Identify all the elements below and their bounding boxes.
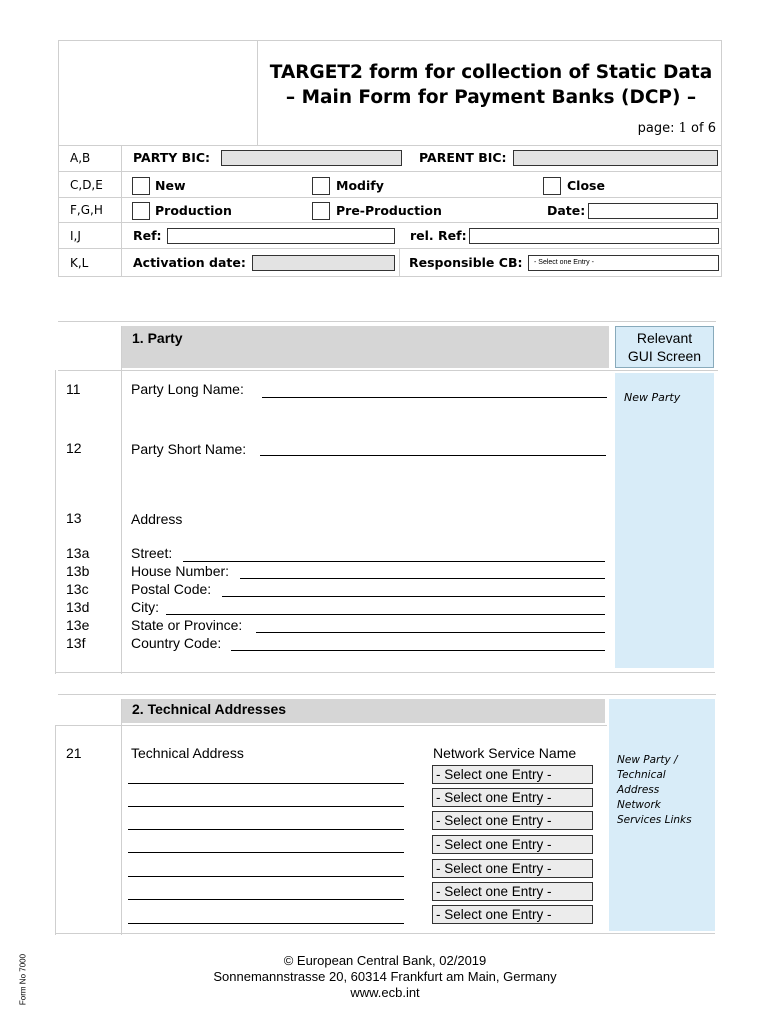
postal-code-label: Postal Code: — [131, 581, 212, 597]
field-code: 13 — [66, 510, 82, 526]
technical-address-input[interactable] — [128, 899, 404, 900]
divider — [55, 725, 607, 726]
activation-date-label: Activation date: — [133, 255, 246, 270]
postal-code-input[interactable] — [222, 596, 605, 597]
divider — [58, 694, 716, 695]
page-title — [262, 60, 720, 110]
divider — [55, 672, 715, 673]
network-service-select[interactable]: - Select one Entry - — [432, 859, 593, 878]
country-code-label: Country Code: — [131, 635, 222, 651]
form-number: Form No 7000 — [18, 953, 28, 1006]
modify-label: Modify — [336, 178, 384, 193]
divider — [121, 326, 122, 674]
responsible-cb-label: Responsible CB: — [409, 255, 523, 270]
technical-address-input[interactable] — [128, 876, 404, 877]
footer — [100, 953, 670, 1001]
street-input[interactable] — [183, 561, 605, 562]
row-code: I,J — [70, 229, 81, 243]
footer-website: www.ecb.int — [350, 985, 420, 1000]
gui-screen-note: New Party — [624, 391, 681, 404]
field-code: 11 — [66, 381, 81, 397]
divider — [257, 41, 258, 145]
responsible-cb-select[interactable]: - Select one Entry - — [528, 255, 719, 271]
ref-label: Ref: — [133, 228, 162, 243]
page-total: of 6 — [686, 121, 716, 136]
gui-screen-note: New Party / Technical Address Network Services Links — [617, 754, 692, 826]
date-label: Date: — [547, 203, 586, 218]
divider — [55, 933, 715, 934]
network-service-select[interactable]: - Select one Entry - — [432, 882, 593, 901]
preproduction-checkbox[interactable] — [312, 202, 330, 220]
activation-date-field[interactable] — [252, 255, 395, 271]
network-service-select[interactable]: - Select one Entry - — [432, 788, 593, 807]
divider — [59, 222, 722, 223]
house-number-label: House Number: — [131, 563, 230, 579]
row-code: K,L — [70, 256, 89, 270]
party-short-name-label: Party Short Name: — [131, 441, 247, 457]
divider — [58, 321, 716, 322]
divider — [59, 248, 722, 249]
footer-copyright: © European Central Bank, 02/2019 — [283, 953, 487, 968]
field-code: 13f — [66, 635, 86, 651]
parent-bic-label: PARENT BIC: — [419, 150, 507, 165]
page-number: 1 — [678, 121, 687, 136]
party-short-name-input[interactable] — [260, 455, 606, 456]
title-line-1: TARGET2 form for collection of Static Data — [269, 62, 713, 83]
field-code: 12 — [66, 440, 82, 456]
technical-address-input[interactable] — [128, 783, 404, 784]
city-label: City: — [131, 599, 159, 615]
section-header — [121, 326, 609, 368]
network-service-select[interactable]: - Select one Entry - — [432, 811, 593, 830]
section-title: 1. Party — [132, 330, 183, 346]
page-label: page: — [637, 121, 679, 136]
technical-address-label: Technical Address — [131, 745, 244, 761]
close-label: Close — [567, 178, 605, 193]
divider — [55, 725, 56, 935]
title-line-2: – Main Form for Payment Banks (DCP) – — [285, 87, 697, 108]
row-code: F,G,H — [70, 203, 103, 217]
divider — [55, 370, 56, 674]
date-field[interactable] — [588, 203, 718, 219]
ref-field[interactable] — [167, 228, 395, 244]
divider — [59, 171, 722, 172]
production-label: Production — [155, 203, 232, 218]
party-bic-label: PARTY BIC: — [133, 150, 211, 165]
divider — [121, 699, 122, 935]
footer-address: Sonnemannstrasse 20, 60314 Frankfurt am Main, Germany — [213, 969, 557, 984]
network-service-select[interactable]: - Select one Entry - — [432, 765, 593, 784]
new-label: New — [155, 178, 186, 193]
field-code: 13c — [66, 581, 89, 597]
state-input[interactable] — [256, 632, 605, 633]
city-input[interactable] — [166, 614, 605, 615]
field-code: 13e — [66, 617, 90, 633]
address-label: Address — [131, 511, 183, 527]
new-checkbox[interactable] — [132, 177, 150, 195]
field-code: 13b — [66, 563, 90, 579]
technical-address-input[interactable] — [128, 852, 404, 853]
row-code: A,B — [70, 151, 91, 165]
gui-screen-header: Relevant GUI Screen — [615, 326, 714, 368]
section-title: 2. Technical Addresses — [132, 701, 287, 717]
technical-address-input[interactable] — [128, 829, 404, 830]
preproduction-label: Pre-Production — [336, 203, 442, 218]
state-label: State or Province: — [131, 617, 243, 633]
technical-address-input[interactable] — [128, 806, 404, 807]
field-code: 21 — [66, 745, 82, 761]
gui-screen-column — [615, 373, 714, 668]
rel-ref-label: rel. Ref: — [410, 228, 467, 243]
party-long-name-input[interactable] — [262, 397, 607, 398]
technical-address-input[interactable] — [128, 923, 404, 924]
network-service-select[interactable]: - Select one Entry - — [432, 835, 593, 854]
divider — [399, 249, 400, 276]
party-long-name-label: Party Long Name: — [131, 381, 244, 397]
house-number-input[interactable] — [240, 578, 605, 579]
divider — [58, 370, 718, 371]
network-service-select[interactable]: - Select one Entry - — [432, 905, 593, 924]
country-code-input[interactable] — [231, 650, 605, 651]
production-checkbox[interactable] — [132, 202, 150, 220]
divider — [59, 145, 722, 146]
street-label: Street: — [131, 545, 173, 561]
field-code: 13a — [66, 545, 90, 561]
divider — [59, 197, 722, 198]
party-bic-field[interactable] — [221, 150, 402, 166]
close-checkbox[interactable] — [543, 177, 561, 195]
page-indicator — [600, 121, 716, 136]
modify-checkbox[interactable] — [312, 177, 330, 195]
row-code: C,D,E — [70, 178, 103, 192]
rel-ref-field[interactable] — [469, 228, 719, 244]
parent-bic-field[interactable] — [513, 150, 718, 166]
network-service-name-label: Network Service Name — [433, 745, 577, 761]
divider — [121, 146, 122, 276]
field-code: 13d — [66, 599, 90, 615]
